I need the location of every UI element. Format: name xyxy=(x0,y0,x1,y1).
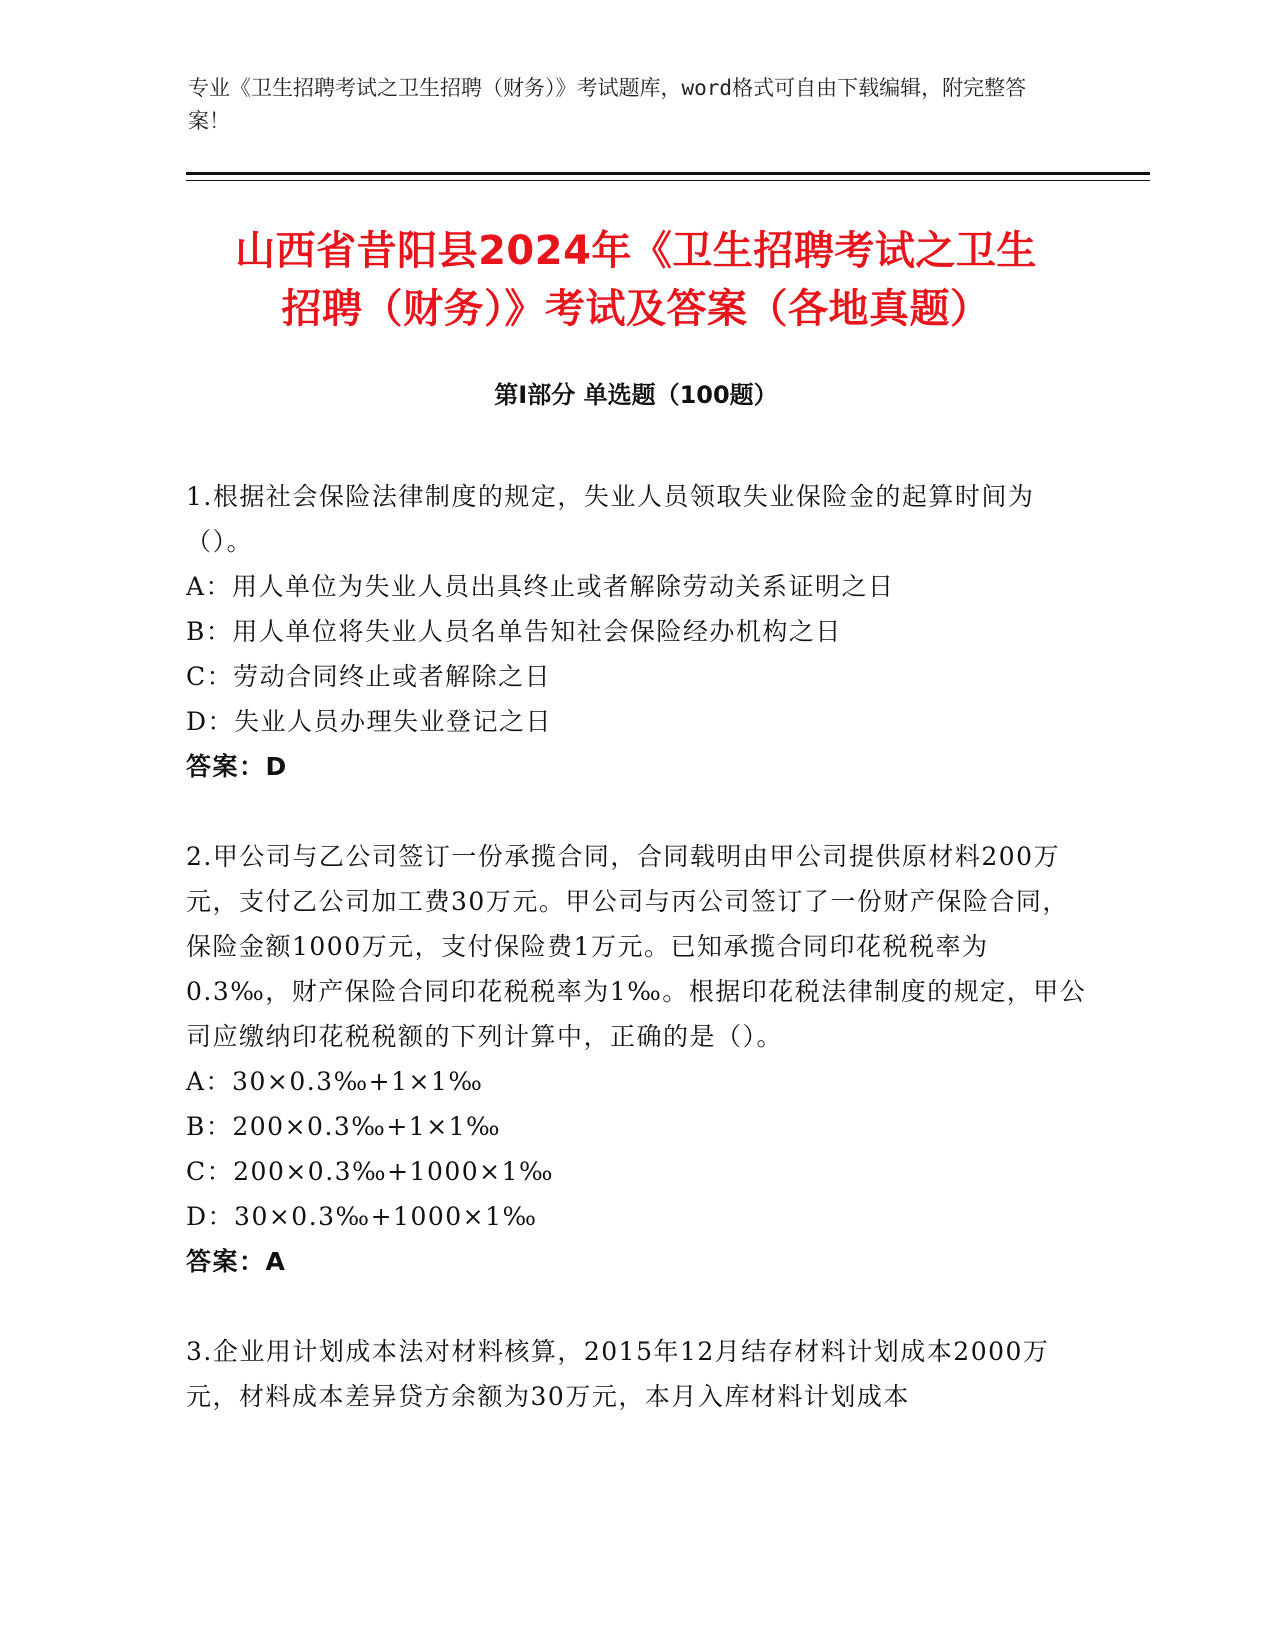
header-divider-thick xyxy=(186,172,1150,175)
title-line-2: 招聘（财务）》考试及答案（各地真题） xyxy=(281,286,991,332)
question-list xyxy=(186,474,1092,1464)
section-heading: 第I部分 单选题（100题） xyxy=(494,381,778,409)
question-3 xyxy=(186,1329,1092,1419)
option-c: C：200×0.3‰+1000×1‰ xyxy=(186,1157,555,1186)
question-stem: 2.甲公司与乙公司签订一份承揽合同，合同载明由甲公司提供原材料200万元，支付乙公司加工费30万元。甲公司与丙公司签订了一份财产保险合同，保险金额1000万元，支付保险费1万元。已知承揽合同印花税税率为0.3‰，财产保险合同印花税税率为1‰。根据印花税法律制度的规定，甲公司应缴纳印花税税额的下列计算中，正确的是（）。 xyxy=(186,842,1087,1051)
document-title xyxy=(186,222,1086,338)
header-divider-thin xyxy=(186,180,1150,181)
option-c: C：劳动合同终止或者解除之日 xyxy=(186,662,552,691)
question-stem: 1.根据社会保险法律制度的规定，失业人员领取失业保险金的起算时间为（）。 xyxy=(186,482,1035,556)
question-stem: 3.企业用计划成本法对材料核算，2015年12月结存材料计划成本2000万元，材料成本差异贷方余额为30万元，本月入库材料计划成本 xyxy=(186,1337,1050,1411)
option-a: A：用人单位为失业人员出具终止或者解除劳动关系证明之日 xyxy=(186,572,895,601)
answer-label: 答案：D xyxy=(186,752,288,781)
option-d: D：失业人员办理失业登记之日 xyxy=(186,707,553,736)
question-2 xyxy=(186,834,1092,1284)
option-b: B：200×0.3‰+1×1‰ xyxy=(186,1112,502,1141)
option-b: B：用人单位将失业人员名单告知社会保险经办机构之日 xyxy=(186,617,842,646)
title-line-1: 山西省昔阳县2024年《卫生招聘考试之卫生 xyxy=(235,228,1037,274)
question-1 xyxy=(186,474,1092,789)
option-d: D：30×0.3‰+1000×1‰ xyxy=(186,1202,538,1231)
answer-label: 答案：A xyxy=(186,1247,287,1276)
option-a: A：30×0.3‰+1×1‰ xyxy=(186,1067,484,1096)
header-note: 专业《卫生招聘考试之卫生招聘（财务）》考试题库，word格式可自由下载编辑，附完整答案！ xyxy=(188,76,1027,133)
